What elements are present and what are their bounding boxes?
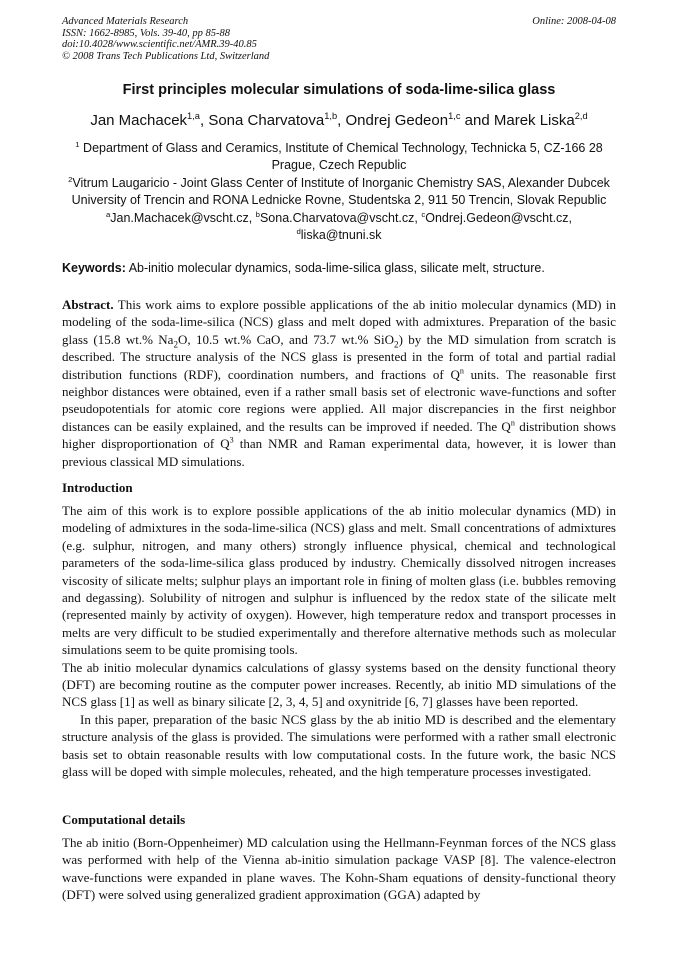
author-affil: 1,a: [187, 111, 200, 121]
keywords-text: Ab-initio molecular dynamics, soda-lime-silica glass, silicate melt, structure.: [128, 261, 545, 275]
paragraph: The aim of this work is to explore possible applications of the ab initio molecular dynamics (MD) in modeling of admixtures in the soda-lime-silica (NCS) glass and melt. Small concentrations of admixtures (e.g. sulphur, nitrogen, and many others) strongly influence physical, chemical and technological parameters of the soda-lime-silica glass produced by industry. Chemically dissolved nitrogen increases viscosity of silicate melts; sulphur plays an important role in fining of molten glass (i.e. bubbles removing and degassing). Solubility of nitrogen and sulphur is influenced by the redox state of the silicate melt (represented mainly by activity of oxygen). However, high temperature redox and transport processes in melts are very difficult to be studied experimentally and therefore alternative methods such as molecular simulations seem to be quite promising tools.: [62, 503, 616, 658]
paragraph: The ab initio (Born-Oppenheimer) MD calculation using the Hellmann-Feynman forces of the NCS glass was performed with help of the Vienna ab-initio simulation package VASP [8]. The valence-electron wave-functions were expanded in plane waves. The Kohn-Sham equations of density-functional theory (DFT) were solved using generalized gradient approximation (GGA) adapted by: [62, 835, 616, 903]
affil-text: Department of Glass and Ceramics, Institute of Chemical Technology, Technicka 5, CZ-166 28 Prague, Czech Republic: [83, 141, 603, 172]
author-sep: ,: [199, 112, 209, 129]
paragraph: The ab initio molecular dynamics calculations of glassy systems based on the density functional theory (DFT) are becoming routine as the computer power increases. Recently, ab initio MD simulations of the NCS glass [1] as well as binary silicate [2, 3, 4, 5] and oxynitride [6, 7] glasses have been reported.: [62, 659, 616, 710]
author-affil: 1,b: [324, 111, 338, 121]
abstract-text: units. The reasonable first neighbor distances were obtained, even if a rather small basis set of electronic wave-functions and softer pseudopotentials for atomic core regions were applied. All major discrepancies in the first neighbor distances can be easily explained, and the results can be improved if needed. The Q: [62, 366, 616, 434]
email-mark: a: [105, 209, 111, 219]
author-affil: 2,d: [574, 111, 588, 121]
abstract-text: O, 10.5 wt.% CaO, and 73.7 wt.% SiO: [178, 331, 395, 347]
paragraph: In this paper, preparation of the basic NCS glass by the ab initio MD is described and the elementary structure analysis of the glass is provided. The simulations were performed with a rather small electronic basis set to obtain reasonable results with low computational costs. In the future work, the basic NCS glass will be doped with simple molecules, reheated, and the high temperature processes investigated.: [62, 711, 616, 780]
author-sep: and: [460, 112, 494, 129]
abstract-text: distribution shows higher disproportionation of Q: [62, 418, 616, 452]
issn: ISSN: 1662-8985, Vols. 39-40, pp 85-88: [62, 27, 230, 39]
author-affil: 1,c: [448, 111, 461, 121]
email-link[interactable]: Sona.Charvatova@vscht.cz: [259, 211, 415, 225]
subscript: 2: [173, 339, 178, 350]
doi: doi:10.4028/www.scientific.net/AMR.39-40.85: [62, 39, 257, 50]
affiliation-1: [62, 140, 616, 173]
section-heading-introduction: Introduction: [62, 480, 133, 495]
paper-title: First principles molecular simulations of soda-lime-silica glass: [122, 82, 556, 98]
superscript: 3: [229, 435, 234, 445]
online-date: Online: 2008-04-08: [532, 16, 616, 27]
keywords-label: Keywords:: [62, 261, 126, 275]
author-sep: ,: [337, 112, 346, 129]
affil-text: Vitrum Laugaricio - Joint Glass Center of Institute of Inorganic Chemistry SAS, Alexander Dubcek University of Trencin and RONA Lednicke Rovne, Studentska 2, 911 50 Trencin, Slovak Republic: [71, 176, 610, 207]
email-link[interactable]: Jan.Machacek@vscht.cz: [110, 211, 249, 225]
author-name: Ondrej Gedeon: [345, 112, 449, 129]
abstract-text: This work aims to explore possible applications of the ab initio molecular dynamics (MD) in modeling of the soda-lime-silica (NCS) glass and melt doped with admixtures. Preparation of the basic glass (15.8 wt.% Na: [62, 297, 616, 347]
email-mark: d: [296, 226, 301, 236]
abstract-label: Abstract.: [62, 297, 114, 312]
subscript: 2: [394, 339, 399, 350]
email-link[interactable]: liska@tnuni.sk: [300, 227, 382, 242]
copyright: © 2008 Trans Tech Publications Ltd, Switzerland: [62, 50, 270, 62]
keywords: [62, 261, 616, 275]
abstract-text: than NMR and Raman experimental data, however, it is lower than previous classical MD simulations.: [62, 436, 616, 469]
abstract: [62, 296, 616, 470]
email-link[interactable]: Ondrej.Gedeon@vscht.cz: [425, 211, 569, 225]
superscript: n: [510, 418, 515, 428]
author-name: Sona Charvatova: [208, 112, 325, 129]
author-list: [0, 112, 678, 129]
computational-body: [62, 834, 616, 904]
email-list: $^a$Jan.Machacek@vscht.cz, $^b$Sona.Charvatova@vscht.cz, $^c$Ondrej.Gedeon@vscht.cz, $^d$liska@tnuni.sk: [105, 209, 573, 242]
affil-number: 1: [75, 139, 80, 149]
superscript: n: [459, 366, 464, 376]
affil-number: 2: [68, 174, 73, 184]
email-mark: b: [255, 209, 260, 219]
introduction-body: [62, 502, 616, 781]
email-mark: c: [421, 209, 426, 219]
affiliation-2: [62, 175, 616, 208]
author-name: Marek Liska: [493, 112, 575, 129]
journal-header: [62, 16, 269, 62]
journal-name: Advanced Materials Research: [62, 16, 189, 27]
abstract-text: ) by the MD simulation from scratch is described. The structure analysis of the NCS glass is presented in the form of total and partial radial distribution functions (RDF), coordination numbers, and fractions of Q: [62, 331, 616, 382]
author-name: Jan Machacek: [90, 112, 188, 129]
section-heading-computational: Computational details: [62, 812, 186, 827]
